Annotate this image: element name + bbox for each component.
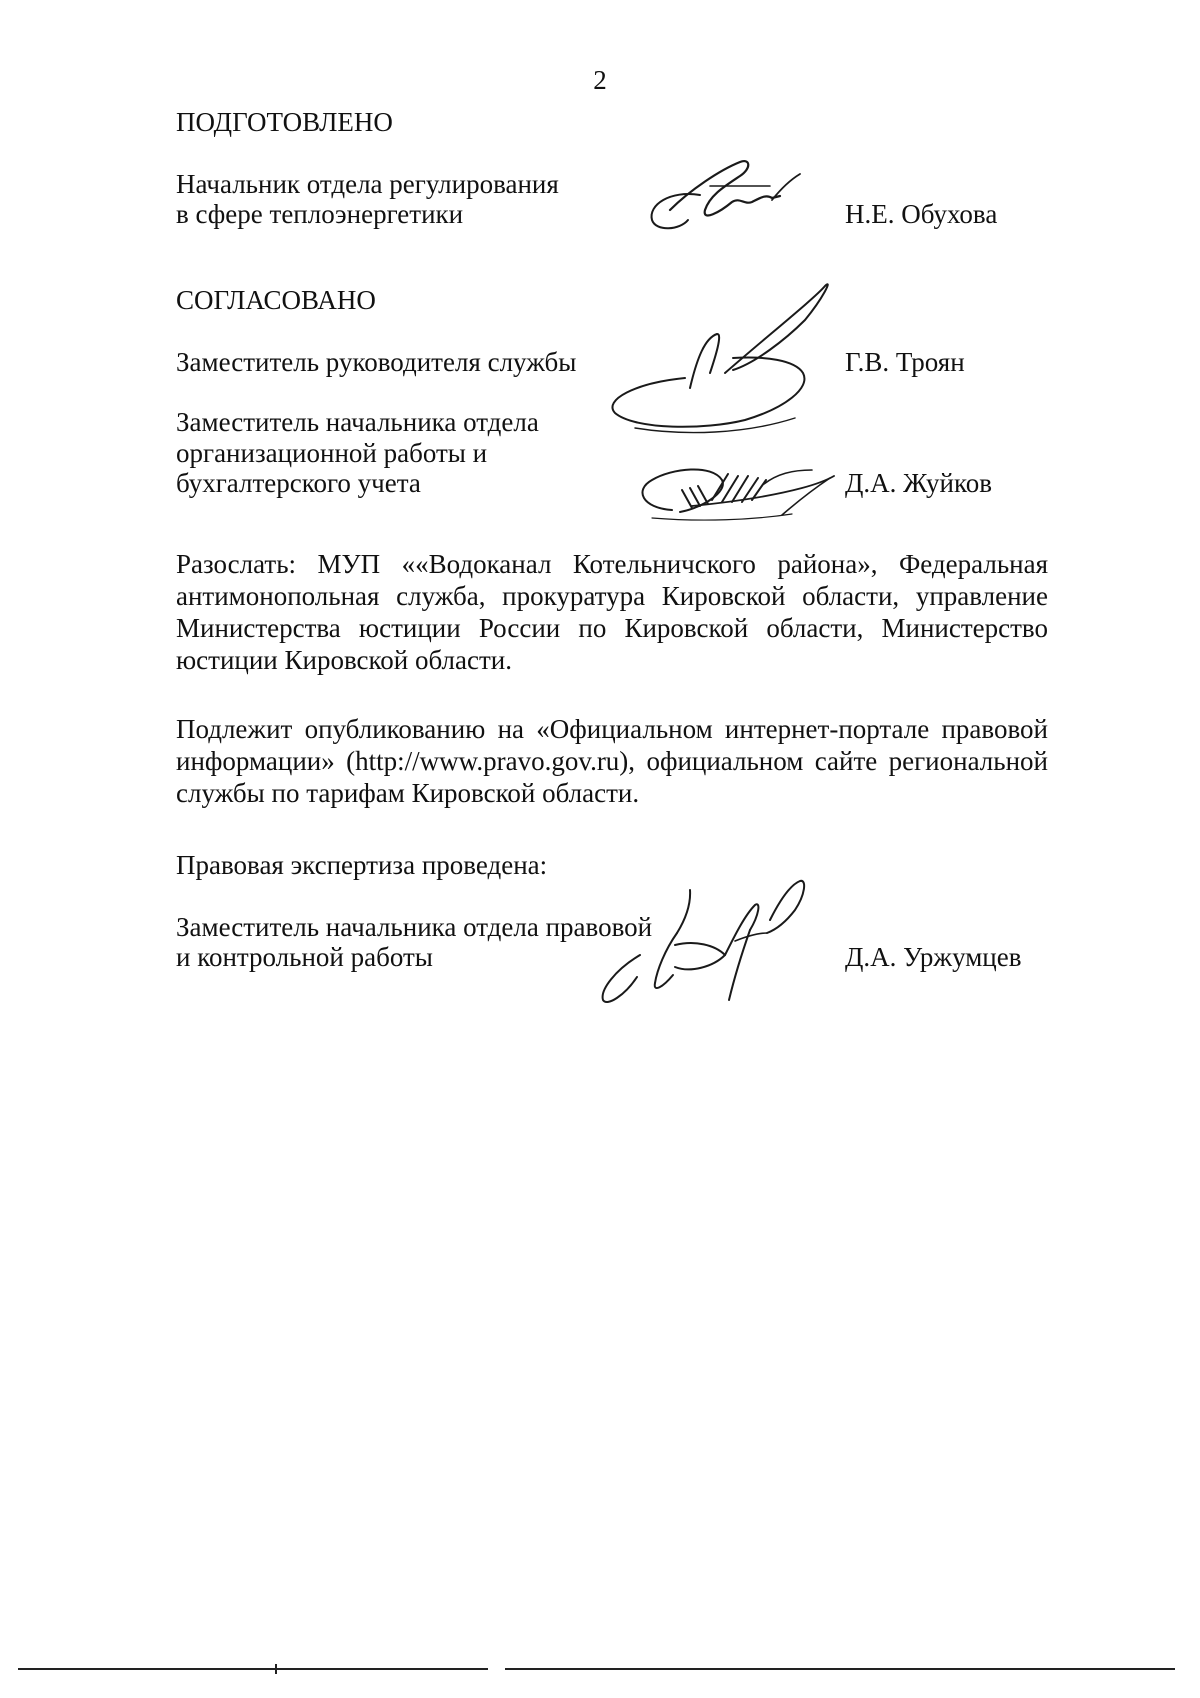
page-number: 2 xyxy=(593,65,607,95)
signature-urzhumtsev xyxy=(595,875,835,1010)
signature-obukhova xyxy=(640,150,810,240)
approved-signer2-name: Д.А. Жуйков xyxy=(845,468,992,498)
legal-review-position-line2: и контрольной работы xyxy=(176,942,433,972)
footer-rule-left xyxy=(18,1668,488,1670)
approved-signer1-position: Заместитель руководителя службы xyxy=(176,347,577,377)
legal-review-position-line1: Заместитель начальника отдела правовой xyxy=(176,912,653,942)
approved-heading: СОГЛАСОВАНО xyxy=(176,285,376,315)
footer-rule-right xyxy=(505,1668,1175,1670)
prepared-position-line1: Начальник отдела регулирования xyxy=(176,169,559,199)
approved-signer2-position-line3: бухгалтерского учета xyxy=(176,468,421,498)
prepared-name: Н.Е. Обухова xyxy=(845,199,998,229)
legal-review-name: Д.А. Уржумцев xyxy=(845,942,1022,972)
publication-paragraph: Подлежит опубликованию на «Официальном интернет-портале правовой информации» (http://www.pravo.gov.ru), официальном сайте региональной службы по тарифам Кировской области. xyxy=(176,714,1048,808)
prepared-heading: ПОДГОТОВЛЕНО xyxy=(176,107,393,137)
distribution-paragraph: Разослать: МУП ««Водоканал Котельничского района», Федеральная антимонопольная служба, прокуратура Кировской области, управление Министерства юстиции России по Кировской области, Министерство юстиции Кировской области. xyxy=(176,549,1048,675)
approved-signer2-position-line1: Заместитель начальника отдела xyxy=(176,407,539,437)
prepared-position-line2: в сфере теплоэнергетики xyxy=(176,199,464,229)
footer-rule-tick xyxy=(275,1664,277,1674)
approved-signer2-position-line2: организационной работы и xyxy=(176,438,488,468)
signature-troyan xyxy=(605,278,835,438)
legal-review-heading: Правовая экспертиза проведена: xyxy=(176,850,548,880)
approved-signer1-name: Г.В. Троян xyxy=(845,347,965,377)
signature-zhuykov xyxy=(632,440,842,530)
